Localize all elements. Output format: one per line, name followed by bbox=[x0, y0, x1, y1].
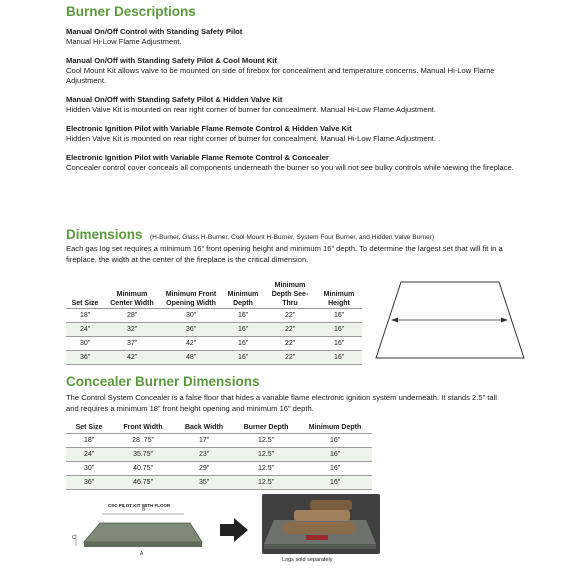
dimensions-table bbox=[66, 276, 362, 365]
table-cell: 36” bbox=[66, 476, 112, 490]
log bbox=[284, 522, 354, 534]
column-header: Set Size bbox=[71, 300, 99, 307]
table-row bbox=[66, 323, 362, 337]
table-cell: 16” bbox=[298, 448, 372, 462]
table-cell: 22” bbox=[264, 323, 316, 337]
table-cell: 36” bbox=[66, 351, 104, 365]
table-cell: 23” bbox=[174, 448, 234, 462]
table-cell: 12.5” bbox=[234, 448, 298, 462]
table-cell: 29” bbox=[174, 462, 234, 476]
table-cell: 22” bbox=[264, 351, 316, 365]
dimensions-text: Each gas log set requires a minimum 16” front opening height and minimum 16” depth. To determine the largest set that will fit in a fireplace, the width at the center of the fireplace is the critical dimension. bbox=[66, 244, 503, 264]
burner-item-title: Manual On/Off with Standing Safety Pilot & Hidden Valve Kit bbox=[66, 95, 283, 104]
table-cell: 16” bbox=[222, 351, 264, 365]
arrow-left-icon bbox=[391, 318, 398, 323]
table-cell: 32” bbox=[104, 323, 160, 337]
column-header: Minimum Center Width bbox=[110, 291, 154, 307]
column-header: Minimum Depth bbox=[227, 291, 259, 307]
burner-item-description: Manual Hi-Low Flame Adjustment. bbox=[66, 37, 182, 46]
burner-item-description: Hidden Valve Kit is mounted on rear right corner of burner for concealment. Manual Hi-Low Flame Adjustment. bbox=[66, 134, 437, 143]
table-cell: 16” bbox=[298, 462, 372, 476]
table-cell: 16” bbox=[298, 434, 372, 448]
log bbox=[294, 510, 350, 521]
table-row bbox=[66, 476, 372, 490]
concealer-floor bbox=[84, 523, 202, 542]
dimensions-subtitle: (H-Burner, Glass H-Burner, Cool Mount H-Burner, System Four Burner, and Hidden Valve Burner) bbox=[149, 234, 435, 241]
table-cell: 28 .75” bbox=[112, 434, 174, 448]
table-cell: 16” bbox=[316, 337, 362, 351]
table-row bbox=[66, 351, 362, 365]
arrow-right-icon bbox=[220, 518, 248, 542]
burner-item-title: Manual On/Off with Standing Safety Pilot & Cool Mount Kit bbox=[66, 56, 277, 65]
table-cell: 24” bbox=[66, 448, 112, 462]
burner-item-title: Manual On/Off Control with Standing Safety Pilot bbox=[66, 27, 243, 36]
table-cell: 42” bbox=[160, 337, 222, 351]
table-cell: 30” bbox=[66, 337, 104, 351]
column-header: Front Width bbox=[123, 424, 163, 431]
dimension-letter: B bbox=[142, 507, 146, 513]
table-cell: 40.75” bbox=[112, 462, 174, 476]
table-cell: 35” bbox=[174, 476, 234, 490]
table-row bbox=[66, 309, 362, 323]
column-header: Set Size bbox=[75, 424, 103, 431]
table-cell: 35.75” bbox=[112, 448, 174, 462]
burner-item bbox=[66, 56, 536, 86]
dimension-letter: A bbox=[140, 551, 144, 556]
burner-item-description: Cool Mount Kit allows valve to be mounted on side of firebox for concealment and temperature concerns. Manual Hi-Low Flame Adjustment. bbox=[66, 66, 495, 85]
burner-item bbox=[66, 124, 536, 144]
burner-item-title: Electronic Ignition Pilot with Variable Flame Remote Control & Hidden Valve Kit bbox=[66, 124, 352, 133]
column-header: Burner Depth bbox=[243, 424, 289, 431]
burner-description-list bbox=[66, 27, 536, 182]
table-row bbox=[66, 337, 362, 351]
table-cell: 30” bbox=[160, 309, 222, 323]
table-cell: 18” bbox=[66, 434, 112, 448]
column-header: Back Width bbox=[184, 424, 224, 431]
column-header: Minimum Depth See-Thru bbox=[271, 282, 309, 307]
table-cell: 16” bbox=[298, 476, 372, 490]
table-cell: 22” bbox=[264, 337, 316, 351]
column-header: Minimum Depth bbox=[308, 424, 362, 431]
table-cell: 16” bbox=[222, 309, 264, 323]
dimensions-heading bbox=[66, 226, 434, 244]
column-header: Minimum Front Opening Width bbox=[165, 291, 217, 307]
table-cell: 37” bbox=[104, 337, 160, 351]
concealer-floor-photo-edge bbox=[264, 544, 376, 549]
control-panel bbox=[306, 535, 328, 540]
burner-item bbox=[66, 153, 536, 173]
concealer-table bbox=[66, 422, 372, 490]
kit-label: CSC PILOT KIT WITH FLOOR bbox=[108, 503, 171, 508]
table-cell: 42” bbox=[104, 351, 160, 365]
column-header: Minimum Height bbox=[323, 291, 355, 307]
table-cell: 16” bbox=[316, 351, 362, 365]
concealer-floor-edge bbox=[84, 542, 202, 547]
table-row bbox=[66, 434, 372, 448]
log bbox=[310, 500, 352, 510]
arrow-right-icon bbox=[501, 318, 508, 323]
table-cell: 16” bbox=[316, 309, 362, 323]
table-cell: 30” bbox=[66, 462, 112, 476]
dimensions-title: Dimensions bbox=[66, 227, 143, 242]
table-cell: 46.75” bbox=[112, 476, 174, 490]
table-cell: 12.5” bbox=[234, 476, 298, 490]
table-cell: 36” bbox=[160, 323, 222, 337]
table-row bbox=[66, 462, 372, 476]
burner-item bbox=[66, 95, 536, 115]
table-cell: 18” bbox=[66, 309, 104, 323]
concealer-kit-illustration bbox=[62, 494, 382, 556]
dimension-letter: C bbox=[72, 535, 76, 541]
table-cell: 16” bbox=[316, 323, 362, 337]
table-row bbox=[66, 448, 372, 462]
table-cell: 16” bbox=[222, 323, 264, 337]
table-cell: 48” bbox=[160, 351, 222, 365]
table-cell: 24” bbox=[66, 323, 104, 337]
burner-item bbox=[66, 27, 536, 47]
burner-item-description: Hidden Valve Kit is mounted on rear right corner of burner for concealment. Manual Hi-Low Flame Adjustment. bbox=[66, 105, 437, 114]
table-cell: 17” bbox=[174, 434, 234, 448]
burner-descriptions-title: Burner Descriptions bbox=[66, 4, 196, 19]
logs-note: Logs sold separately bbox=[282, 557, 333, 563]
fireplace-diagram bbox=[374, 280, 526, 360]
concealer-title: Concealer Burner Dimensions bbox=[66, 374, 260, 389]
table-cell: 16” bbox=[222, 337, 264, 351]
concealer-text: The Control System Concealer is a false floor that hides a variable flame electronic ignition system underneath. It stands 2.5” tall and requires a minimum 18” front height opening and minimum 16” depth. bbox=[66, 393, 497, 413]
burner-item-title: Electronic Ignition Pilot with Variable Flame Remote Control & Concealer bbox=[66, 153, 329, 162]
table-cell: 28” bbox=[104, 309, 160, 323]
burner-item-description: Concealer control cover conceals all components underneath the burner so you will not see bulky controls while viewing the fireplace. bbox=[66, 163, 514, 172]
table-cell: 22” bbox=[264, 309, 316, 323]
table-cell: 12.5” bbox=[234, 462, 298, 476]
table-cell: 12.5” bbox=[234, 434, 298, 448]
